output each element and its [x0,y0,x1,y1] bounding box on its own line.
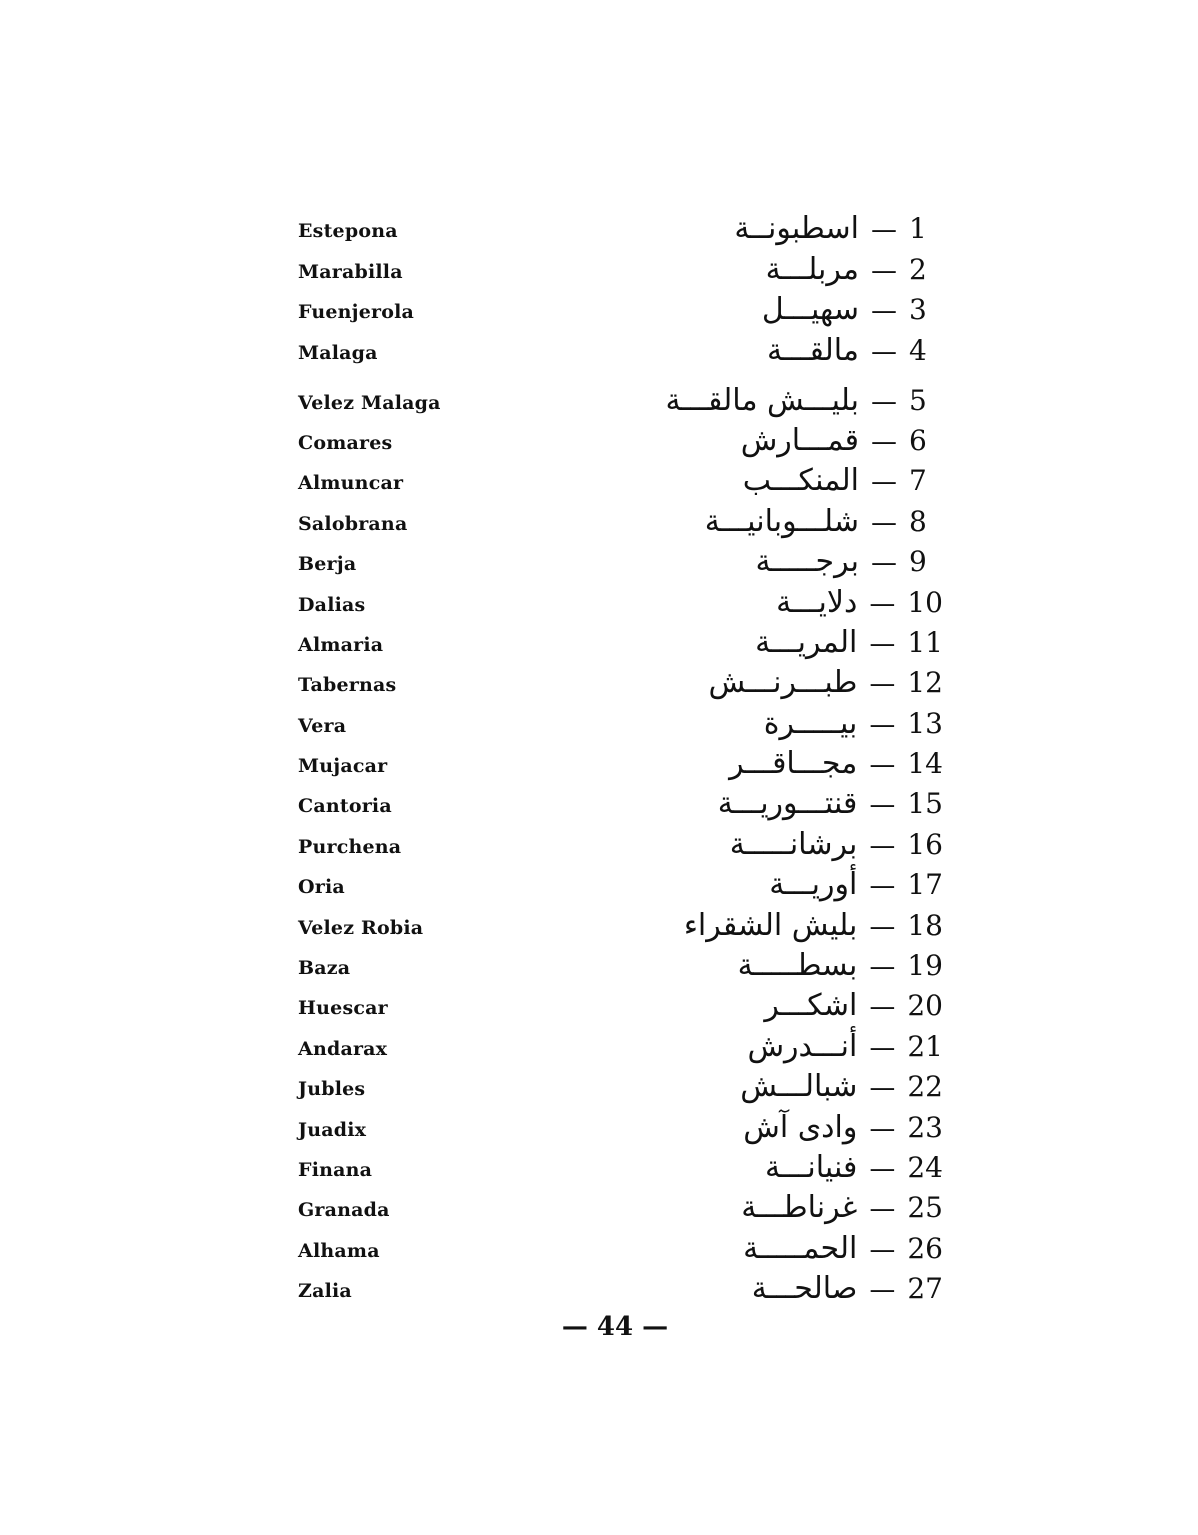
arabic-name: طبـــرنـــش [708,665,858,701]
entry-number: 4 [909,333,927,367]
arabic-name: قمـــارش [740,422,859,458]
list-item [0,783,1198,823]
list-item [0,985,1198,1025]
entry-number: 22 [907,1070,943,1104]
separator-dash: — [869,750,896,781]
arabic-entry [765,1150,943,1185]
latin-name: Jubles [298,1078,366,1101]
list-item [0,622,1198,662]
list-item [0,581,1198,621]
entry-number: 20 [907,989,943,1023]
entry-number: 27 [907,1272,943,1306]
latin-name: Fuenjerola [298,301,415,324]
separator-dash: — [869,669,896,700]
entry-number: 11 [907,625,943,659]
entry-number: 14 [907,747,943,781]
arabic-entry [741,1190,943,1225]
list-item [0,1227,1198,1267]
list-item [0,662,1198,702]
arabic-entry [740,1069,943,1104]
list-item [0,1187,1198,1227]
latin-name: Velez Robia [298,916,424,939]
arabic-name: الحمـــــة [743,1230,858,1266]
arabic-name: اشكـــر [764,988,858,1024]
separator-dash: — [869,1234,896,1265]
arabic-name: برجـــــة [755,544,859,580]
arabic-entry [764,706,943,741]
separator-dash: — [871,255,897,286]
arabic-name: مالقـــة [767,332,859,368]
list-item [0,248,1198,288]
separator-dash: — [869,1032,896,1063]
arabic-entry [752,1271,943,1306]
list-item [0,945,1198,985]
arabic-entry [769,867,943,902]
entry-number: 26 [907,1231,943,1265]
list-item [0,370,1198,420]
separator-dash: — [869,992,896,1023]
entry-number: 9 [909,545,927,579]
separator-dash: — [871,548,897,579]
arabic-name: بيـــــرة [763,705,858,741]
latin-name: Huescar [298,997,388,1020]
arabic-name: بليش الشقراء [683,907,858,943]
page-number: — 44 — [561,1312,669,1342]
latin-name: Malaga [298,341,378,364]
latin-name: Vera [298,714,347,737]
latin-name: Velez Malaga [298,391,441,414]
separator-dash: — [871,336,897,367]
latin-name: Granada [298,1199,390,1222]
arabic-name: برشانـــــة [729,826,858,862]
list-item [0,208,1198,248]
arabic-entry [776,585,943,620]
entry-number: 18 [907,908,943,942]
place-name-list [0,208,1198,1308]
separator-dash: — [869,628,896,659]
separator-dash: — [869,1275,896,1306]
arabic-entry [734,211,943,246]
arabic-name: صالحـــة [751,1271,858,1307]
list-item [0,500,1198,540]
arabic-entry [743,463,943,498]
separator-dash: — [871,215,897,246]
entry-number: 5 [909,383,927,417]
arabic-name: مربلـــة [765,251,859,287]
arabic-name: المنكـــب [742,463,859,499]
latin-name: Cantoria [298,795,392,818]
arabic-entry [684,908,943,943]
entry-number: 2 [909,252,927,286]
entry-number: 3 [909,293,927,327]
separator-dash: — [871,296,897,327]
arabic-entry [738,948,943,983]
arabic-name: أنـــدرش [747,1028,858,1064]
arabic-entry [741,423,943,458]
latin-name: Alhama [298,1239,380,1262]
list-item [0,420,1198,460]
arabic-name: فنيانـــة [764,1149,858,1185]
separator-dash: — [869,790,896,821]
entry-number: 15 [907,787,943,821]
arabic-entry [743,1110,943,1145]
list-item [0,1147,1198,1187]
latin-name: Purchena [298,835,402,858]
arabic-entry [766,252,943,287]
arabic-name: قنتـــوريـــة [717,786,858,822]
arabic-name: شلـــوبانيـــة [704,503,859,539]
entry-number: 23 [907,1110,943,1144]
arabic-name: سهيـــل [761,292,859,328]
arabic-name: اسطبونــة [734,211,859,247]
entry-number: 1 [909,212,927,246]
entry-number: 6 [909,423,927,457]
latin-name: Berja [298,553,357,576]
list-item [0,1268,1198,1308]
entry-number: 25 [907,1191,943,1225]
entry-number: 17 [907,868,943,902]
latin-name: Almuncar [298,472,404,495]
entry-number: 7 [909,464,927,498]
list-item [0,1066,1198,1106]
arabic-name: مجـــاقـــر [729,746,858,782]
entry-number: 8 [909,504,927,538]
entry-number: 16 [907,827,943,861]
latin-name: Andarax [298,1037,388,1060]
separator-dash: — [871,507,897,538]
latin-name: Baza [298,957,351,980]
arabic-name: غرناطـــة [741,1190,858,1226]
arabic-name: دلايـــة [776,584,858,620]
arabic-name: شبالـــش [740,1069,858,1105]
arabic-entry [718,786,943,821]
separator-dash: — [869,588,896,619]
arabic-entry [764,988,943,1023]
latin-name: Dalias [298,593,366,616]
list-item [0,1106,1198,1146]
list-item [0,289,1198,329]
separator-dash: — [869,830,896,861]
arabic-entry [729,746,943,781]
arabic-name: بليـــش مالقـــة [665,382,859,418]
list-item [0,541,1198,581]
arabic-entry [762,292,943,327]
latin-name: Comares [298,431,393,454]
list-item [0,329,1198,369]
latin-name: Salobrana [298,512,408,535]
latin-name: Zalia [298,1280,352,1303]
separator-dash: — [869,1073,896,1104]
separator-dash: — [869,952,896,983]
entry-number: 21 [907,1029,943,1063]
arabic-entry [730,827,943,862]
list-item [0,823,1198,863]
separator-dash: — [871,386,897,417]
entry-number: 24 [907,1150,943,1184]
arabic-entry [709,665,943,700]
separator-dash: — [869,911,896,942]
arabic-name: وادى آش [743,1109,858,1145]
separator-dash: — [871,467,897,498]
latin-name: Mujacar [298,755,388,778]
list-item [0,864,1198,904]
list-item [0,743,1198,783]
entry-number: 19 [907,949,943,983]
list-item [0,904,1198,944]
latin-name: Oria [298,876,345,899]
arabic-name: المريـــة [755,624,858,660]
latin-name: Estepona [298,220,398,243]
entry-number: 12 [907,666,943,700]
entry-number: 10 [907,585,943,619]
arabic-entry [747,1029,943,1064]
arabic-entry [756,544,943,579]
list-item [0,1025,1198,1065]
arabic-name: بسطـــــة [737,948,858,984]
latin-name: Marabilla [298,260,403,283]
latin-name: Almaria [298,633,384,656]
separator-dash: — [869,709,896,740]
separator-dash: — [869,1194,896,1225]
entry-number: 13 [907,706,943,740]
arabic-entry [755,625,943,660]
arabic-name: أوريـــة [769,867,858,903]
arabic-entry [705,504,943,539]
list-item [0,702,1198,742]
arabic-entry [743,1231,943,1266]
arabic-entry [767,333,943,368]
latin-name: Finana [298,1158,373,1181]
latin-name: Tabernas [298,674,397,697]
separator-dash: — [869,1113,896,1144]
separator-dash: — [871,426,897,457]
separator-dash: — [869,1153,896,1184]
list-item [0,460,1198,500]
arabic-entry [666,383,943,418]
latin-name: Juadix [298,1118,367,1141]
separator-dash: — [869,871,896,902]
